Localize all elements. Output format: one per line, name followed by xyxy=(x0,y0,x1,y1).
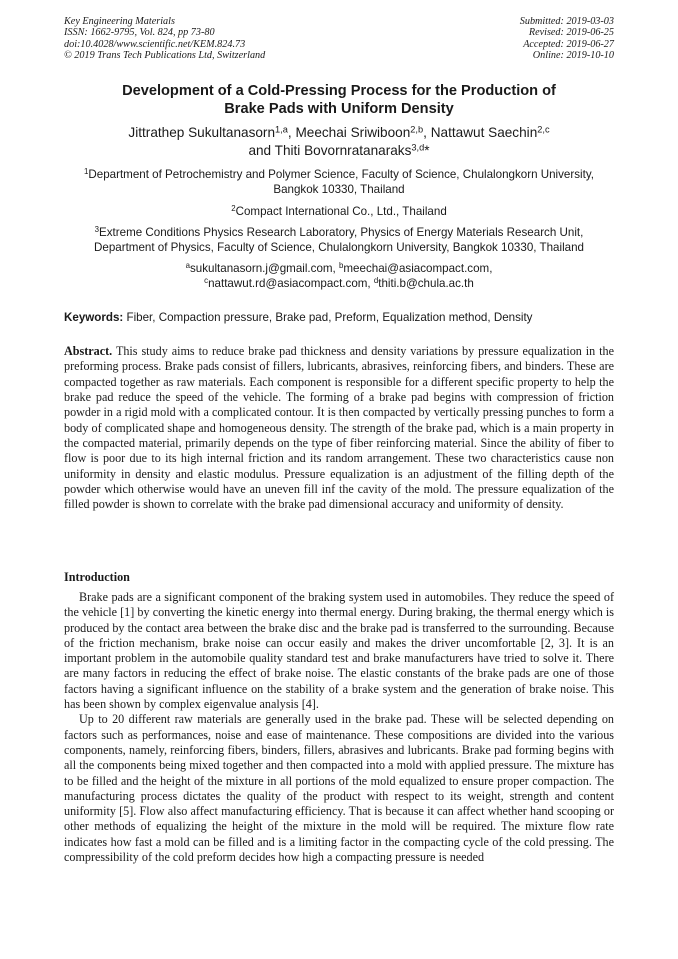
email-list xyxy=(64,261,614,291)
affiliation-text: Extreme Conditions Physics Research Laboratory, Physics of Energy Materials Research Unit, Department of Physics, Faculty of Science, Chulalongkorn University, Bangkok 10330, Thailand xyxy=(94,226,584,254)
affiliation-text: Department of Petrochemistry and Polymer Science, Faculty of Science, Chulalongkorn University, Bangkok 10330, Thailand xyxy=(88,168,594,196)
author-line-2 xyxy=(64,142,614,160)
affiliation-1 xyxy=(64,167,614,197)
author-line-1 xyxy=(64,124,614,142)
affiliation-number: 3 xyxy=(94,225,100,235)
submitted-date: Submitted: 2019-03-03 xyxy=(519,16,614,27)
email-line-1 xyxy=(64,261,614,276)
journal-info xyxy=(64,16,265,62)
affiliation-3 xyxy=(64,225,614,255)
author-affil-mark: 1,a xyxy=(275,124,288,135)
author-name: and Thiti Bovornratanaraks xyxy=(248,142,412,158)
paper-title xyxy=(64,82,614,118)
email-mark: d xyxy=(373,276,379,286)
email-address[interactable]: thiti.b@chula.ac.th xyxy=(378,277,474,290)
author-separator: , xyxy=(287,125,296,140)
author-affil-mark: 3,d xyxy=(411,141,425,152)
email-mark: b xyxy=(339,261,344,271)
author-separator: , xyxy=(423,125,431,140)
paragraph: Up to 20 different raw materials are generally used in the brake pad. These will be selected depending on factors such as performances, noise and ease of maintenance. These compositions are divided into the various components, namely, reinforcing fibers, binders, fillers, abrasives and lubricants. Brake pad forming begins with all the components being mixed together and then compacted into a mold with applied pressure. The mixture has to be filled and the height of the mixture in all portions of the mold equalized to ensure proper compaction. The manufacturing process dictates the quality of the product with respect to its weight, strength and content uniformity [5]. Flow also affect manufacturing efficiency. That is because it can affect whether hand scooping or other methods of equalizing the height of the mixture in the mold will be required. The mixture flow rate indicates how fast a mold can be filled and is a limiting factor in the compacting cycle of the cold pressing. The compressibility of the cold preform decides how high a compacting pressure is needed xyxy=(64,712,614,865)
copyright-line: © 2019 Trans Tech Publications Ltd, Switzerland xyxy=(64,50,266,62)
issn-line: ISSN: 1662-9795, Vol. 824, pp 73-80 xyxy=(64,27,215,39)
abstract xyxy=(64,344,614,513)
keywords xyxy=(64,310,614,325)
author-name: Nattawut Saechin xyxy=(430,125,538,140)
email-address[interactable]: nattawut.rd@asiacompact.com, xyxy=(208,277,374,290)
title-line-2: Brake Pads with Uniform Density xyxy=(224,101,454,117)
email-address[interactable]: meechai@asiacompact.com, xyxy=(343,262,493,275)
introduction-body xyxy=(64,590,614,865)
affiliation-number: 1 xyxy=(83,167,89,177)
journal-name: Key Engineering Materials xyxy=(64,16,175,27)
corresponding-author-mark: * xyxy=(424,142,430,158)
affiliation-text: Compact International Co., Ltd., Thailand xyxy=(235,205,447,218)
affiliation-2 xyxy=(64,204,614,219)
title-line-1: Development of a Cold-Pressing Process for the Production of xyxy=(122,83,556,99)
doi-line[interactable]: doi:10.4028/www.scientific.net/KEM.824.73 xyxy=(64,38,246,50)
author-affil-mark: 2,b xyxy=(410,124,424,135)
revised-date: Revised: 2019-06-25 xyxy=(528,27,614,39)
author-affil-mark: 2,c xyxy=(537,124,550,135)
keywords-text: Fiber, Compaction pressure, Brake pad, Preform, Equalization method, Density xyxy=(123,311,533,324)
email-mark: a xyxy=(185,261,190,271)
keywords-label: Keywords: xyxy=(64,311,124,324)
paragraph: Brake pads are a significant component of the braking system used in automobiles. They reduce the speed of the vehicle [1] by converting the kinetic energy into thermal energy. During braking, the thermal energy which is produced by the contact area between the brake disc and the brake pad is transferred to the surrounding. Because of the friction mechanism, brake noise can occur easily and makes the driver uncomfortable [2, 3]. It is an important problem in the automobile quality standard test and brake manufacturers have tried to solve it. There are many factors in reducing the effect of brake noise. The elastic constants of the brake pads are one of those factors having a significant influence on the stability of a brake system and the generation of brake noise. This has been shown by complex eigenvalue analysis [4]. xyxy=(64,590,614,712)
accepted-date: Accepted: 2019-06-27 xyxy=(523,38,614,50)
section-heading-introduction: Introduction xyxy=(64,570,130,584)
email-address[interactable]: sukultanasorn.j@gmail.com, xyxy=(189,262,339,275)
publication-dates xyxy=(520,16,614,62)
abstract-label: Abstract. xyxy=(64,344,113,358)
online-date: Online: 2019-10-10 xyxy=(532,50,614,62)
author-name: Meechai Sriwiboon xyxy=(295,125,411,140)
abstract-text: This study aims to reduce brake pad thickness and density variations by pressure equalization in the preforming process. Brake pads consist of fillers, lubricants, abrasives, reinforcing fibers, and binders. These are compacted together as raw materials. Each component is responsible for a different specific property to help the brake pad reduce the speed of the vehicle. The forming of a brake pad begins with compression of friction powder in a rigid mold with a complicated contour. It is then compacted by vertically pressing punches to form a body of complicated shape and homogeneous density. The strength of the brake pad, which is a main property in the compacted material, primarily depends on the type of fiber reinforcing material. Since the ability of fiber to flow is poor due to its high internal friction and its random arrangement. These two characteristics cause non uniformity in density and elastic modulus. Pressure equalization is an adjustment of the filling depth of the powder which otherwise would have an uneven fill inf the cavity of the mold. The pressure equalization of the filled powder is shown to correlate with the brake pad dimensional accuracy and uniformity of density. xyxy=(64,344,614,512)
email-mark: c xyxy=(204,276,209,286)
author-list xyxy=(64,124,614,159)
email-line-2 xyxy=(64,276,614,291)
affiliation-number: 2 xyxy=(231,204,236,214)
author-name: Jittrathep Sukultanasorn xyxy=(128,125,276,140)
